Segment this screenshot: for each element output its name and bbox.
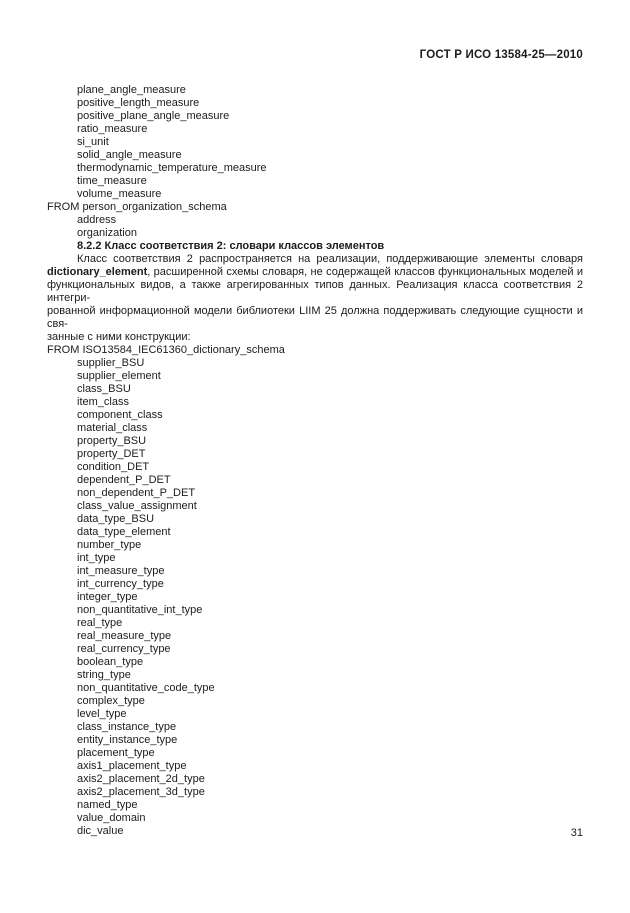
code-line: property_DET [77, 448, 146, 460]
code-line: non_quantitative_code_type [77, 682, 215, 694]
code-line: value_domain [77, 812, 146, 824]
code-line: named_type [77, 799, 138, 811]
page-content [47, 84, 583, 838]
code-line: real_measure_type [77, 630, 172, 642]
code-line: int_currency_type [77, 578, 164, 590]
code-line: solid_angle_measure [77, 149, 182, 161]
dictionary-element-term: dictionary_element [47, 266, 148, 278]
running-header: ГОСТ Р ИСО 13584-25—2010 [419, 49, 583, 61]
code-line: boolean_type [77, 656, 144, 668]
code-line: real_type [77, 617, 123, 629]
measure-entity-list [47, 84, 583, 201]
code-line: time_measure [77, 175, 147, 187]
code-line: positive_length_measure [77, 97, 200, 109]
from-person-organization-schema-line: FROM person_organization_schema [47, 201, 227, 213]
code-line: material_class [77, 422, 148, 434]
code-line: supplier_BSU [77, 357, 145, 369]
code-line: plane_angle_measure [77, 84, 186, 96]
page-number: 31 [570, 827, 583, 839]
code-line: si_unit [77, 136, 109, 148]
code-line: data_type_element [77, 526, 171, 538]
paragraph-line [47, 266, 583, 279]
paragraph-line-text: , расширенной схемы словаря, не содержащей классов функциональных моделей и [147, 266, 583, 278]
paragraph-line: рованной информационной модели библиотеки LIIM 25 должна поддерживать следующие сущности и свя- [47, 305, 583, 330]
code-line: axis2_placement_2d_type [77, 773, 205, 785]
paragraph-line: Класс соответствия 2 распространяется на реализации, поддерживающие элементы словаря [77, 253, 583, 265]
code-line: ratio_measure [77, 123, 148, 135]
paragraph-line: функциональных видов, а также агрегированных типов данных. Реализация класса соответствия 2 интегри- [47, 279, 583, 304]
code-line: dic_value [77, 825, 124, 837]
code-line: thermodynamic_temperature_measure [77, 162, 267, 174]
code-line: class_BSU [77, 383, 131, 395]
code-line: volume_measure [77, 188, 162, 200]
code-line: component_class [77, 409, 163, 421]
code-line: organization [77, 227, 137, 239]
code-line: complex_type [77, 695, 145, 707]
code-line: class_instance_type [77, 721, 177, 733]
code-line: item_class [77, 396, 129, 408]
code-line: integer_type [77, 591, 138, 603]
code-line: condition_DET [77, 461, 150, 473]
code-line: number_type [77, 539, 142, 551]
code-line: axis1_placement_type [77, 760, 187, 772]
code-line: string_type [77, 669, 131, 681]
code-line: supplier_element [77, 370, 161, 382]
code-line: non_quantitative_int_type [77, 604, 203, 616]
code-line: positive_plane_angle_measure [77, 110, 230, 122]
code-line: dependent_P_DET [77, 474, 171, 486]
code-line: class_value_assignment [77, 500, 197, 512]
from-dictionary-schema-line: FROM ISO13584_IEC61360_dictionary_schema [47, 344, 285, 356]
code-line: entity_instance_type [77, 734, 178, 746]
code-line: level_type [77, 708, 127, 720]
code-line: non_dependent_P_DET [77, 487, 196, 499]
code-line: real_currency_type [77, 643, 171, 655]
paragraph-line: занные с ними конструкции: [47, 331, 191, 343]
code-line: property_BSU [77, 435, 147, 447]
code-line: placement_type [77, 747, 155, 759]
person-organization-entity-list [47, 214, 583, 240]
code-line: axis2_placement_3d_type [77, 786, 205, 798]
code-line: int_measure_type [77, 565, 165, 577]
section-heading: 8.2.2 Класс соответствия 2: словари классов элементов [77, 240, 385, 252]
code-line: int_type [77, 552, 116, 564]
code-line: data_type_BSU [77, 513, 155, 525]
dictionary-entity-list [47, 357, 583, 838]
code-line: address [77, 214, 117, 226]
